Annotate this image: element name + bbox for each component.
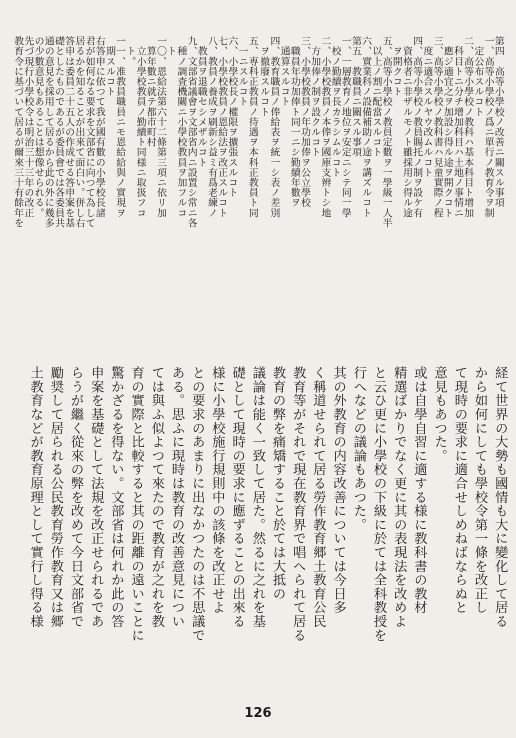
text-column: 五、専科正教員ノ待遇ヲ本科正教員ト同 <box>246 36 258 218</box>
text-column: と云ひ更に小學校の下級に於ては全科教授を <box>371 366 386 642</box>
text-column: 定公布スルコト <box>472 36 484 117</box>
text-column: 行へなどの議論もあつた。 <box>350 366 366 532</box>
text-column: 土教育などが教育原理として實行し得る様 <box>27 366 43 629</box>
text-column: 二、小學校教員ノ本俸ヲ國庫支辨トシ地 <box>319 36 331 218</box>
text-column: 資格者ニ非ザルモノト雖採用シ得ル途 <box>400 36 412 218</box>
text-column: 度ニ適合スルヤウ改ムルコト <box>421 36 433 178</box>
text-column: 期スルコト <box>103 36 115 97</box>
text-column: 應ジ適宜之ヲ加設シ得ル途ヲ開クコト <box>441 36 453 218</box>
text-column: 様に小學校施行規則中の該條を改正せよ <box>209 366 225 615</box>
text-column: 三、小學校教員ノ年功加俸ヲ公立學校 <box>298 36 310 208</box>
text-column: 君が如何なる要求を文部省に向つて為して <box>83 36 95 228</box>
text-column: ト <box>165 36 177 57</box>
text-column: から如何にしても學校令第一條を改正し <box>472 366 487 615</box>
text-column: の少數意見もあることは想像せられる。 <box>32 36 44 218</box>
text-column: 先づ現行小學校令は明治三十三年の改正 <box>22 36 34 218</box>
text-column: ヲ撤廢スルコト <box>258 36 270 117</box>
text-column: 四、高等小學校ノ教員賜托ノ制ヲ設ケ有 <box>411 36 423 218</box>
text-column: 以上ノ割ニ配當スルコト <box>370 36 382 158</box>
text-column: 方加俸ノ制ヲ設クルコト <box>309 36 321 158</box>
text-column: 議論は能く一致して居た。然るに之れを基 <box>249 366 265 629</box>
text-column: 礎としたものであるが委員會では各委員共 <box>52 36 64 228</box>
text-column: らうが繼く從來の弊を改めて今日文部省で <box>68 366 83 629</box>
text-column: ては與ふ似よつて來たので教育が之れを教 <box>148 366 164 629</box>
text-column: 申案を基礎として法規を改正せられるであ <box>88 366 104 629</box>
text-column: 八、教員ノ養成ヲ刷新シ益ミ有爲老練ノ <box>205 36 217 218</box>
text-column: 一一、准教員職員ニモ恩給給與ノ實現ヲ <box>114 36 126 218</box>
text-column: 一ニスルコト <box>236 36 248 107</box>
text-column: 礎として現時の要求に應ずることの出來る <box>229 366 245 629</box>
text-column: との要求のあまりに出なかつたのは不思議で <box>189 366 205 642</box>
text-column: 校ノ勤續ヲ長カラシムルコト <box>329 36 341 178</box>
text-column: 意見もあつた。 <box>431 366 447 463</box>
page-number: 126 <box>244 706 272 721</box>
text-column: 通算スルコト <box>278 36 290 107</box>
text-column: 右答申に依つて我が國有數の小學校長諸 <box>93 36 105 218</box>
text-column: ヲ開クコト <box>390 36 402 97</box>
text-column: 算年數ニ就テ都市町村 <box>144 36 156 148</box>
text-column: 答申は委員二十五人の作成せる答申案を基 <box>63 36 75 228</box>
text-column: 六、實業科ノ設備補助ノ途ヲ講ズルコト <box>360 36 372 218</box>
text-column: 立小學校教員ノ勤續ト同様ニ取扱フコ <box>134 36 146 218</box>
text-column: 種ノ調査機關ニ小學校教員ヲ加フルコ <box>175 36 187 218</box>
text-column: 其の外教育の内容改善については今日多 <box>330 366 346 615</box>
text-column: 六、小學校長ノ權限ヲ擴張スルコト <box>226 36 238 198</box>
text-column: 第四 高等小學校ノ改善ニ關スル事項 <box>492 36 504 208</box>
text-column: 居るかを知ることが出來て面白い。併し右 <box>73 36 85 228</box>
text-column: 教育等がそれで現在教育界で唱へられて居る <box>290 366 306 642</box>
text-column: 科目トニ分チ增加科目ハ土地ノ事情ニ <box>451 36 463 218</box>
text-column: 勵奨して居られる公民教育勞作教育又は郷 <box>47 366 63 629</box>
text-column: 育の實際と比較すると其の距離の遠いことに <box>128 366 144 642</box>
text-column: 九、文部省議會ヲ文部省内ニ設置シ常ニ各 <box>185 36 197 228</box>
text-column: て現時の要求に適合せしめねばならぬと <box>451 366 467 615</box>
text-column: 二、高等小學校ノ教科ハ基本科目ト增加 <box>462 36 474 218</box>
text-column: ある。思ふに現時は教育の改善意見につい <box>169 366 184 629</box>
text-column: 一、高等小學校ノ爲ニ單行ノ教育令ヲ制 <box>482 36 494 218</box>
text-column: 一、一層教育ノ地位ヲ安定ニシテ同一學 <box>339 36 351 218</box>
text-column: 五、高等小學校ノ教員定數ヲ一學級一人半 <box>380 36 392 228</box>
text-column: 経て世界の大勢も國情も大に變化して居る <box>492 366 508 629</box>
text-column: く稱道せられて居る勞作教育郷土教育公民 <box>310 366 326 629</box>
text-column: ト。 <box>124 36 136 67</box>
text-column: 七、小學校教員ノ恩給法ヲ改正スルコト <box>216 36 228 218</box>
text-column: 第五 教職員ニ關スル事項 <box>349 36 361 158</box>
text-column: 通の意見を採用して居るから此の外に幾多 <box>42 36 54 228</box>
text-column: 四、教育職員ノ俸給表ヲ統一シ表ノ差別 <box>268 36 280 218</box>
text-column: 教育令に基づいて居るが爾來三十有餘年を <box>12 36 24 228</box>
text-column: 教育の弊を痛矯すること於ては大抵の <box>270 366 285 601</box>
text-column: 驚かざるを得ない。文部省は何れか此の答 <box>108 366 124 629</box>
text-column: 職員年功加俸ト同一ニシ勤續年數ヲ <box>288 36 300 208</box>
text-column: 教員ヲ退職セシメザルコト <box>195 36 207 168</box>
text-column: 三、高等小學校ノ教科書ハ見童實際ノ程 <box>431 36 443 218</box>
text-column: 或は自學自習に適する様に教科書の教材 <box>411 366 427 615</box>
text-column: 一〇、恩給法第六十二條第三項ニ依リ加 <box>154 36 166 218</box>
text-column: 精選ばかりでなく更に其の表現法を改めよ <box>391 366 407 629</box>
